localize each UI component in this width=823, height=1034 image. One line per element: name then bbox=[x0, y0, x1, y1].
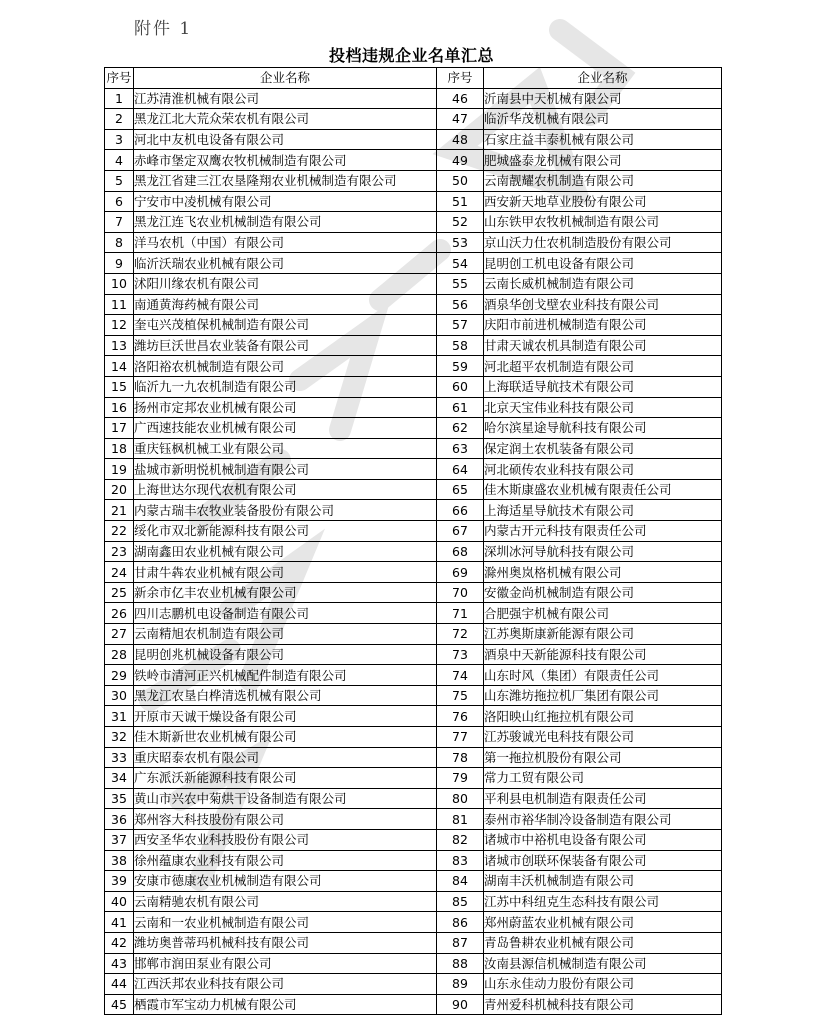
table-row bbox=[105, 129, 722, 150]
row-number: 28 bbox=[105, 644, 134, 665]
company-name: 盐城市新明悦机械制造有限公司 bbox=[134, 459, 437, 480]
row-number: 38 bbox=[105, 850, 134, 871]
company-name: 山东时风（集团）有限责任公司 bbox=[484, 665, 722, 686]
table-row bbox=[105, 170, 722, 191]
company-name: 青州爱科机械科技有限公司 bbox=[484, 994, 722, 1015]
company-name: 湖南鑫田农业机械有限公司 bbox=[134, 541, 437, 562]
row-number: 21 bbox=[105, 500, 134, 521]
company-name: 铁岭市清河正兴机械配件制造有限公司 bbox=[134, 665, 437, 686]
row-number: 46 bbox=[437, 88, 484, 109]
row-number: 79 bbox=[437, 768, 484, 789]
row-number: 25 bbox=[105, 582, 134, 603]
table-row bbox=[105, 438, 722, 459]
row-number: 86 bbox=[437, 912, 484, 933]
company-name: 甘肃天诚农机具制造有限公司 bbox=[484, 335, 722, 356]
company-name: 山东潍坊拖拉机厂集团有限公司 bbox=[484, 685, 722, 706]
table-row bbox=[105, 603, 722, 624]
company-name: 合肥强宇机械有限公司 bbox=[484, 603, 722, 624]
table-row bbox=[105, 479, 722, 500]
company-name: 临沂沃瑞农业机械有限公司 bbox=[134, 253, 437, 274]
row-number: 58 bbox=[437, 335, 484, 356]
row-number: 11 bbox=[105, 294, 134, 315]
row-number: 19 bbox=[105, 459, 134, 480]
company-name: 奎屯兴茂植保机械制造有限公司 bbox=[134, 315, 437, 336]
company-name: 石家庄益丰泰机械有限公司 bbox=[484, 129, 722, 150]
table-row bbox=[105, 500, 722, 521]
company-name: 黑龙江省建三江农垦隆翔农业机械制造有限公司 bbox=[134, 170, 437, 191]
row-number: 60 bbox=[437, 376, 484, 397]
table-row bbox=[105, 665, 722, 686]
table-row bbox=[105, 562, 722, 583]
attachment-label: 附件 1 bbox=[134, 19, 193, 39]
table-row bbox=[105, 459, 722, 480]
company-name: 深圳冰河导航科技有限公司 bbox=[484, 541, 722, 562]
table-row bbox=[105, 335, 722, 356]
row-number: 7 bbox=[105, 212, 134, 233]
table-row bbox=[105, 150, 722, 171]
company-name: 内蒙古开元科技有限责任公司 bbox=[484, 521, 722, 542]
table-row bbox=[105, 109, 722, 130]
company-name: 赤峰市堡定双鹰农牧机械制造有限公司 bbox=[134, 150, 437, 171]
company-name: 上海世达尔现代农机有限公司 bbox=[134, 479, 437, 500]
row-number: 14 bbox=[105, 356, 134, 377]
company-name: 云南精旭农机制造有限公司 bbox=[134, 624, 437, 645]
company-name: 肥城盛泰龙机械有限公司 bbox=[484, 150, 722, 171]
header-no: 序号 bbox=[437, 68, 484, 89]
company-name: 宁安市中凌机械有限公司 bbox=[134, 191, 437, 212]
header-company-name: 企业名称 bbox=[134, 68, 437, 89]
company-name: 江苏奥斯康新能源有限公司 bbox=[484, 624, 722, 645]
table-row bbox=[105, 912, 722, 933]
row-number: 80 bbox=[437, 788, 484, 809]
company-name: 四川志鹏机电设备制造有限公司 bbox=[134, 603, 437, 624]
company-name: 上海适星导航技术有限公司 bbox=[484, 500, 722, 521]
row-number: 48 bbox=[437, 129, 484, 150]
table-row bbox=[105, 541, 722, 562]
row-number: 88 bbox=[437, 953, 484, 974]
table-row bbox=[105, 356, 722, 377]
table-row bbox=[105, 871, 722, 892]
row-number: 49 bbox=[437, 150, 484, 171]
company-name: 南通黄海药械有限公司 bbox=[134, 294, 437, 315]
company-name: 内蒙古瑞丰农牧业装备股份有限公司 bbox=[134, 500, 437, 521]
company-name: 开原市天诚干燥设备有限公司 bbox=[134, 706, 437, 727]
table-row bbox=[105, 768, 722, 789]
row-number: 27 bbox=[105, 624, 134, 645]
row-number: 84 bbox=[437, 871, 484, 892]
company-name: 西安新天地草业股份有限公司 bbox=[484, 191, 722, 212]
company-name: 河北超平农机制造有限公司 bbox=[484, 356, 722, 377]
company-name: 江西沃邦农业科技有限公司 bbox=[134, 974, 437, 995]
row-number: 8 bbox=[105, 232, 134, 253]
company-name: 沂南县中天机械有限公司 bbox=[484, 88, 722, 109]
table-row bbox=[105, 232, 722, 253]
row-number: 9 bbox=[105, 253, 134, 274]
company-name: 青岛鲁耕农业机械有限公司 bbox=[484, 932, 722, 953]
company-name: 邯郸市润田泵业有限公司 bbox=[134, 953, 437, 974]
row-number: 29 bbox=[105, 665, 134, 686]
row-number: 74 bbox=[437, 665, 484, 686]
company-name: 庆阳市前进机械制造有限公司 bbox=[484, 315, 722, 336]
company-name: 佳木斯康盛农业机械有限责任公司 bbox=[484, 479, 722, 500]
header-company-name: 企业名称 bbox=[484, 68, 722, 89]
row-number: 40 bbox=[105, 891, 134, 912]
company-name: 安康市德康农业机械制造有限公司 bbox=[134, 871, 437, 892]
company-name: 江苏中科纽克生态科技有限公司 bbox=[484, 891, 722, 912]
row-number: 64 bbox=[437, 459, 484, 480]
row-number: 12 bbox=[105, 315, 134, 336]
company-name: 平利县电机制造有限责任公司 bbox=[484, 788, 722, 809]
company-name: 新余市亿丰农业机械有限公司 bbox=[134, 582, 437, 603]
row-number: 68 bbox=[437, 541, 484, 562]
table-row bbox=[105, 747, 722, 768]
company-name: 滁州奥岚格机械有限公司 bbox=[484, 562, 722, 583]
table-row bbox=[105, 974, 722, 995]
table-row bbox=[105, 191, 722, 212]
row-number: 26 bbox=[105, 603, 134, 624]
company-name: 绥化市双北新能源科技有限公司 bbox=[134, 521, 437, 542]
row-number: 10 bbox=[105, 273, 134, 294]
row-number: 78 bbox=[437, 747, 484, 768]
company-name: 黑龙江农垦白桦清选机械有限公司 bbox=[134, 685, 437, 706]
document-title: 投档违规企业名单汇总 bbox=[328, 46, 494, 65]
row-number: 61 bbox=[437, 397, 484, 418]
row-number: 66 bbox=[437, 500, 484, 521]
row-number: 32 bbox=[105, 727, 134, 748]
company-name: 京山沃力仕农机制造股份有限公司 bbox=[484, 232, 722, 253]
company-name: 上海联适导航技术有限公司 bbox=[484, 376, 722, 397]
row-number: 37 bbox=[105, 829, 134, 850]
row-number: 62 bbox=[437, 418, 484, 439]
row-number: 81 bbox=[437, 809, 484, 830]
table-row bbox=[105, 727, 722, 748]
row-number: 3 bbox=[105, 129, 134, 150]
table-row bbox=[105, 953, 722, 974]
company-name: 佳木斯新世农业机械有限公司 bbox=[134, 727, 437, 748]
company-name: 云南靓耀农机制造有限公司 bbox=[484, 170, 722, 191]
row-number: 35 bbox=[105, 788, 134, 809]
table-row bbox=[105, 706, 722, 727]
row-number: 51 bbox=[437, 191, 484, 212]
table-row bbox=[105, 418, 722, 439]
company-name: 第一拖拉机股份有限公司 bbox=[484, 747, 722, 768]
company-name: 洛阳映山红拖拉机有限公司 bbox=[484, 706, 722, 727]
row-number: 65 bbox=[437, 479, 484, 500]
row-number: 15 bbox=[105, 376, 134, 397]
table-row bbox=[105, 294, 722, 315]
company-name: 酒泉中天新能源科技有限公司 bbox=[484, 644, 722, 665]
table-row bbox=[105, 891, 722, 912]
row-number: 16 bbox=[105, 397, 134, 418]
row-number: 23 bbox=[105, 541, 134, 562]
table-row bbox=[105, 88, 722, 109]
company-name: 重庆钰枫机械工业有限公司 bbox=[134, 438, 437, 459]
row-number: 67 bbox=[437, 521, 484, 542]
header-no: 序号 bbox=[105, 68, 134, 89]
company-name: 郑州蔚蓝农业机械有限公司 bbox=[484, 912, 722, 933]
row-number: 89 bbox=[437, 974, 484, 995]
company-name: 黑龙江北大荒众荣农机有限公司 bbox=[134, 109, 437, 130]
company-name: 云南和一农业机械制造有限公司 bbox=[134, 912, 437, 933]
company-name: 云南长威机械制造有限公司 bbox=[484, 273, 722, 294]
table-row bbox=[105, 829, 722, 850]
row-number: 70 bbox=[437, 582, 484, 603]
company-name: 扬州市定邦农业机械有限公司 bbox=[134, 397, 437, 418]
header-row bbox=[105, 68, 722, 89]
company-name: 河北中友机电设备有限公司 bbox=[134, 129, 437, 150]
company-name: 临沂华茂机械有限公司 bbox=[484, 109, 722, 130]
table-row bbox=[105, 582, 722, 603]
row-number: 50 bbox=[437, 170, 484, 191]
company-name: 山东铁甲农牧机械制造有限公司 bbox=[484, 212, 722, 233]
company-name: 安徽金尚机械制造有限公司 bbox=[484, 582, 722, 603]
company-name: 汝南县源信机械制造有限公司 bbox=[484, 953, 722, 974]
row-number: 83 bbox=[437, 850, 484, 871]
row-number: 13 bbox=[105, 335, 134, 356]
company-name: 潍坊奥普蒂玛机械科技有限公司 bbox=[134, 932, 437, 953]
table-row bbox=[105, 644, 722, 665]
row-number: 69 bbox=[437, 562, 484, 583]
company-name: 北京天宝伟业科技有限公司 bbox=[484, 397, 722, 418]
row-number: 47 bbox=[437, 109, 484, 130]
table-row bbox=[105, 376, 722, 397]
company-name: 洋马农机（中国）有限公司 bbox=[134, 232, 437, 253]
row-number: 2 bbox=[105, 109, 134, 130]
table-row bbox=[105, 273, 722, 294]
company-name: 江苏清淮机械有限公司 bbox=[134, 88, 437, 109]
company-name: 诸城市创联环保装备有限公司 bbox=[484, 850, 722, 871]
row-number: 39 bbox=[105, 871, 134, 892]
row-number: 24 bbox=[105, 562, 134, 583]
company-name: 昆明创工机电设备有限公司 bbox=[484, 253, 722, 274]
row-number: 5 bbox=[105, 170, 134, 191]
row-number: 4 bbox=[105, 150, 134, 171]
company-name: 栖霞市军宝动力机械有限公司 bbox=[134, 994, 437, 1015]
company-name: 泰州市裕华制冷设备制造有限公司 bbox=[484, 809, 722, 830]
row-number: 44 bbox=[105, 974, 134, 995]
row-number: 31 bbox=[105, 706, 134, 727]
table-row bbox=[105, 624, 722, 645]
company-name: 潍坊巨沃世昌农业装备有限公司 bbox=[134, 335, 437, 356]
company-name: 保定润土农机装备有限公司 bbox=[484, 438, 722, 459]
row-number: 36 bbox=[105, 809, 134, 830]
table-row bbox=[105, 685, 722, 706]
row-number: 73 bbox=[437, 644, 484, 665]
company-name: 徐州蕴康农业科技有限公司 bbox=[134, 850, 437, 871]
row-number: 63 bbox=[437, 438, 484, 459]
row-number: 57 bbox=[437, 315, 484, 336]
table-row bbox=[105, 315, 722, 336]
row-number: 43 bbox=[105, 953, 134, 974]
company-name: 广西速技能农业机械有限公司 bbox=[134, 418, 437, 439]
row-number: 18 bbox=[105, 438, 134, 459]
row-number: 41 bbox=[105, 912, 134, 933]
table-row bbox=[105, 994, 722, 1015]
company-name: 甘肃牛犇农业机械有限公司 bbox=[134, 562, 437, 583]
company-name: 酒泉华创戈壁农业科技有限公司 bbox=[484, 294, 722, 315]
row-number: 55 bbox=[437, 273, 484, 294]
company-name: 广东派沃新能源科技有限公司 bbox=[134, 768, 437, 789]
row-number: 87 bbox=[437, 932, 484, 953]
row-number: 82 bbox=[437, 829, 484, 850]
row-number: 71 bbox=[437, 603, 484, 624]
table-row bbox=[105, 397, 722, 418]
company-name: 沭阳川缘农机有限公司 bbox=[134, 273, 437, 294]
company-name: 临沂九一九农机制造有限公司 bbox=[134, 376, 437, 397]
company-name: 洛阳裕农机械制造有限公司 bbox=[134, 356, 437, 377]
company-name: 河北硕传农业科技有限公司 bbox=[484, 459, 722, 480]
row-number: 1 bbox=[105, 88, 134, 109]
company-name: 湖南丰沃机械制造有限公司 bbox=[484, 871, 722, 892]
table-row bbox=[105, 850, 722, 871]
row-number: 85 bbox=[437, 891, 484, 912]
company-list-table bbox=[104, 67, 722, 1015]
company-name: 山东永佳动力股份有限公司 bbox=[484, 974, 722, 995]
table-row bbox=[105, 253, 722, 274]
company-name: 云南精驰农机有限公司 bbox=[134, 891, 437, 912]
company-name: 郑州容大科技股份有限公司 bbox=[134, 809, 437, 830]
row-number: 34 bbox=[105, 768, 134, 789]
table-row bbox=[105, 809, 722, 830]
row-number: 90 bbox=[437, 994, 484, 1015]
company-name: 常力工贸有限公司 bbox=[484, 768, 722, 789]
row-number: 76 bbox=[437, 706, 484, 727]
table-row bbox=[105, 788, 722, 809]
company-name: 昆明创兆机械设备有限公司 bbox=[134, 644, 437, 665]
company-name: 江苏骏诚光电科技有限公司 bbox=[484, 727, 722, 748]
row-number: 53 bbox=[437, 232, 484, 253]
row-number: 42 bbox=[105, 932, 134, 953]
company-name: 重庆昭泰农机有限公司 bbox=[134, 747, 437, 768]
row-number: 56 bbox=[437, 294, 484, 315]
company-name: 西安圣华农业科技股份有限公司 bbox=[134, 829, 437, 850]
row-number: 22 bbox=[105, 521, 134, 542]
row-number: 54 bbox=[437, 253, 484, 274]
company-name: 黄山市兴农中菊烘干设备制造有限公司 bbox=[134, 788, 437, 809]
table-row bbox=[105, 212, 722, 233]
row-number: 17 bbox=[105, 418, 134, 439]
row-number: 59 bbox=[437, 356, 484, 377]
row-number: 75 bbox=[437, 685, 484, 706]
row-number: 77 bbox=[437, 727, 484, 748]
table-row bbox=[105, 521, 722, 542]
row-number: 30 bbox=[105, 685, 134, 706]
table-row bbox=[105, 932, 722, 953]
row-number: 20 bbox=[105, 479, 134, 500]
row-number: 52 bbox=[437, 212, 484, 233]
row-number: 45 bbox=[105, 994, 134, 1015]
row-number: 33 bbox=[105, 747, 134, 768]
company-name: 哈尔滨星途导航科技有限公司 bbox=[484, 418, 722, 439]
row-number: 6 bbox=[105, 191, 134, 212]
row-number: 72 bbox=[437, 624, 484, 645]
company-name: 诸城市中裕机电设备有限公司 bbox=[484, 829, 722, 850]
company-name: 黑龙江连飞农业机械制造有限公司 bbox=[134, 212, 437, 233]
